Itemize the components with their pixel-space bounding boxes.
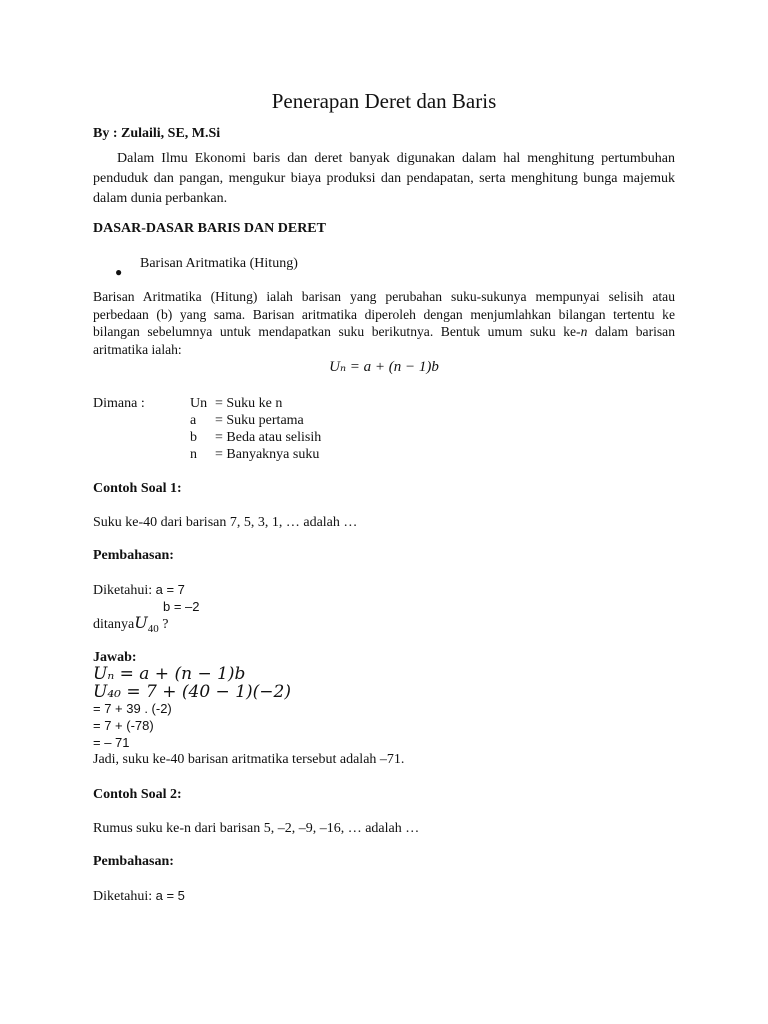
intro-paragraph: Dalam Ilmu Ekonomi baris dan deret banyak digunakan dalam hal menghitung pertumbuhan penduduk dan pangan, mengukur biaya produksi dan pendapatan, serta menghitung bunga majemuk dalam dunia perbankan. xyxy=(93,151,675,206)
jawab-conclusion: Jadi, suku ke-40 barisan aritmatika tersebut adalah –71. xyxy=(93,752,405,767)
ditanya-question-mark: ? xyxy=(158,617,169,632)
dimana-symbol: Un xyxy=(190,396,208,411)
diketahui-a: a = 5 xyxy=(155,888,185,903)
bullet-item: Barisan Aritmatika (Hitung) xyxy=(140,256,298,271)
ditanya-label: ditanya xyxy=(93,617,135,632)
jawab-step-3: = – 71 xyxy=(93,735,130,750)
dimana-symbol: n xyxy=(190,447,197,462)
dimana-description: = Banyaknya suku xyxy=(215,447,320,462)
contoh1-pembahasan: Pembahasan: xyxy=(93,548,174,563)
definition-tail: dalam barisan aritmatika ialah: xyxy=(93,324,675,357)
diketahui-label: Diketahui: xyxy=(93,583,153,598)
jawab-heading: Jawab: xyxy=(93,650,137,665)
contoh1-diketahui xyxy=(93,581,185,599)
definition-paragraph xyxy=(93,288,675,358)
diketahui-a: a = 7 xyxy=(155,582,185,597)
dimana-description: = Beda atau selisih xyxy=(215,430,322,445)
page-title: Penerapan Deret dan Baris xyxy=(271,89,497,113)
dimana-description: = Suku ke n xyxy=(215,396,283,411)
contoh2-question: Rumus suku ke-n dari barisan 5, –2, –9, –16, … adalah … xyxy=(93,821,420,836)
jawab-step-1: = 7 + 39 . (-2) xyxy=(93,701,172,716)
general-formula: Uₙ = a + (n − 1)b xyxy=(329,359,439,375)
bullet-dot-icon: ● xyxy=(115,265,123,279)
contoh2-diketahui xyxy=(93,887,185,905)
dimana-symbol: b xyxy=(190,430,197,445)
definition-main: Barisan Aritmatika (Hitung) ialah barisan yang perubahan suku-sukunya mempunyai selisih atau perbedaan (b) yang sama. Barisan aritmatika diperoleh dengan menjumlahkan bilangan tertentu ke bilangan sebelumnya untuk mendapatkan suku berikutnya. Bentuk umum suku ke- xyxy=(93,289,675,339)
definition-n: n xyxy=(580,324,588,339)
contoh2-heading: Contoh Soal 2: xyxy=(93,787,182,802)
dimana-description: = Suku pertama xyxy=(215,413,304,428)
section-heading: DASAR-DASAR BARIS DAN DERET xyxy=(93,221,326,236)
ditanya-subscript: 40 xyxy=(147,622,159,635)
contoh1-heading: Contoh Soal 1: xyxy=(93,481,182,496)
contoh1-ditanya xyxy=(93,614,168,638)
dimana-label: Dimana : xyxy=(93,396,145,411)
contoh1-question: Suku ke-40 dari barisan 7, 5, 3, 1, … adalah … xyxy=(93,515,358,530)
dimana-symbol: a xyxy=(190,413,197,428)
diketahui-label: Diketahui: xyxy=(93,889,153,904)
jawab-equation-1: Uₙ = a + (n − 1)b xyxy=(93,664,246,684)
jawab-step-2: = 7 + (-78) xyxy=(93,718,154,733)
diketahui-b: b = –2 xyxy=(163,599,200,614)
jawab-equation-2: U₄₀ = 7 + (40 − 1)(−2) xyxy=(93,682,291,702)
author-line: By : Zulaili, SE, M.Si xyxy=(93,126,221,141)
ditanya-symbol: U xyxy=(134,613,148,632)
contoh2-pembahasan: Pembahasan: xyxy=(93,854,174,869)
